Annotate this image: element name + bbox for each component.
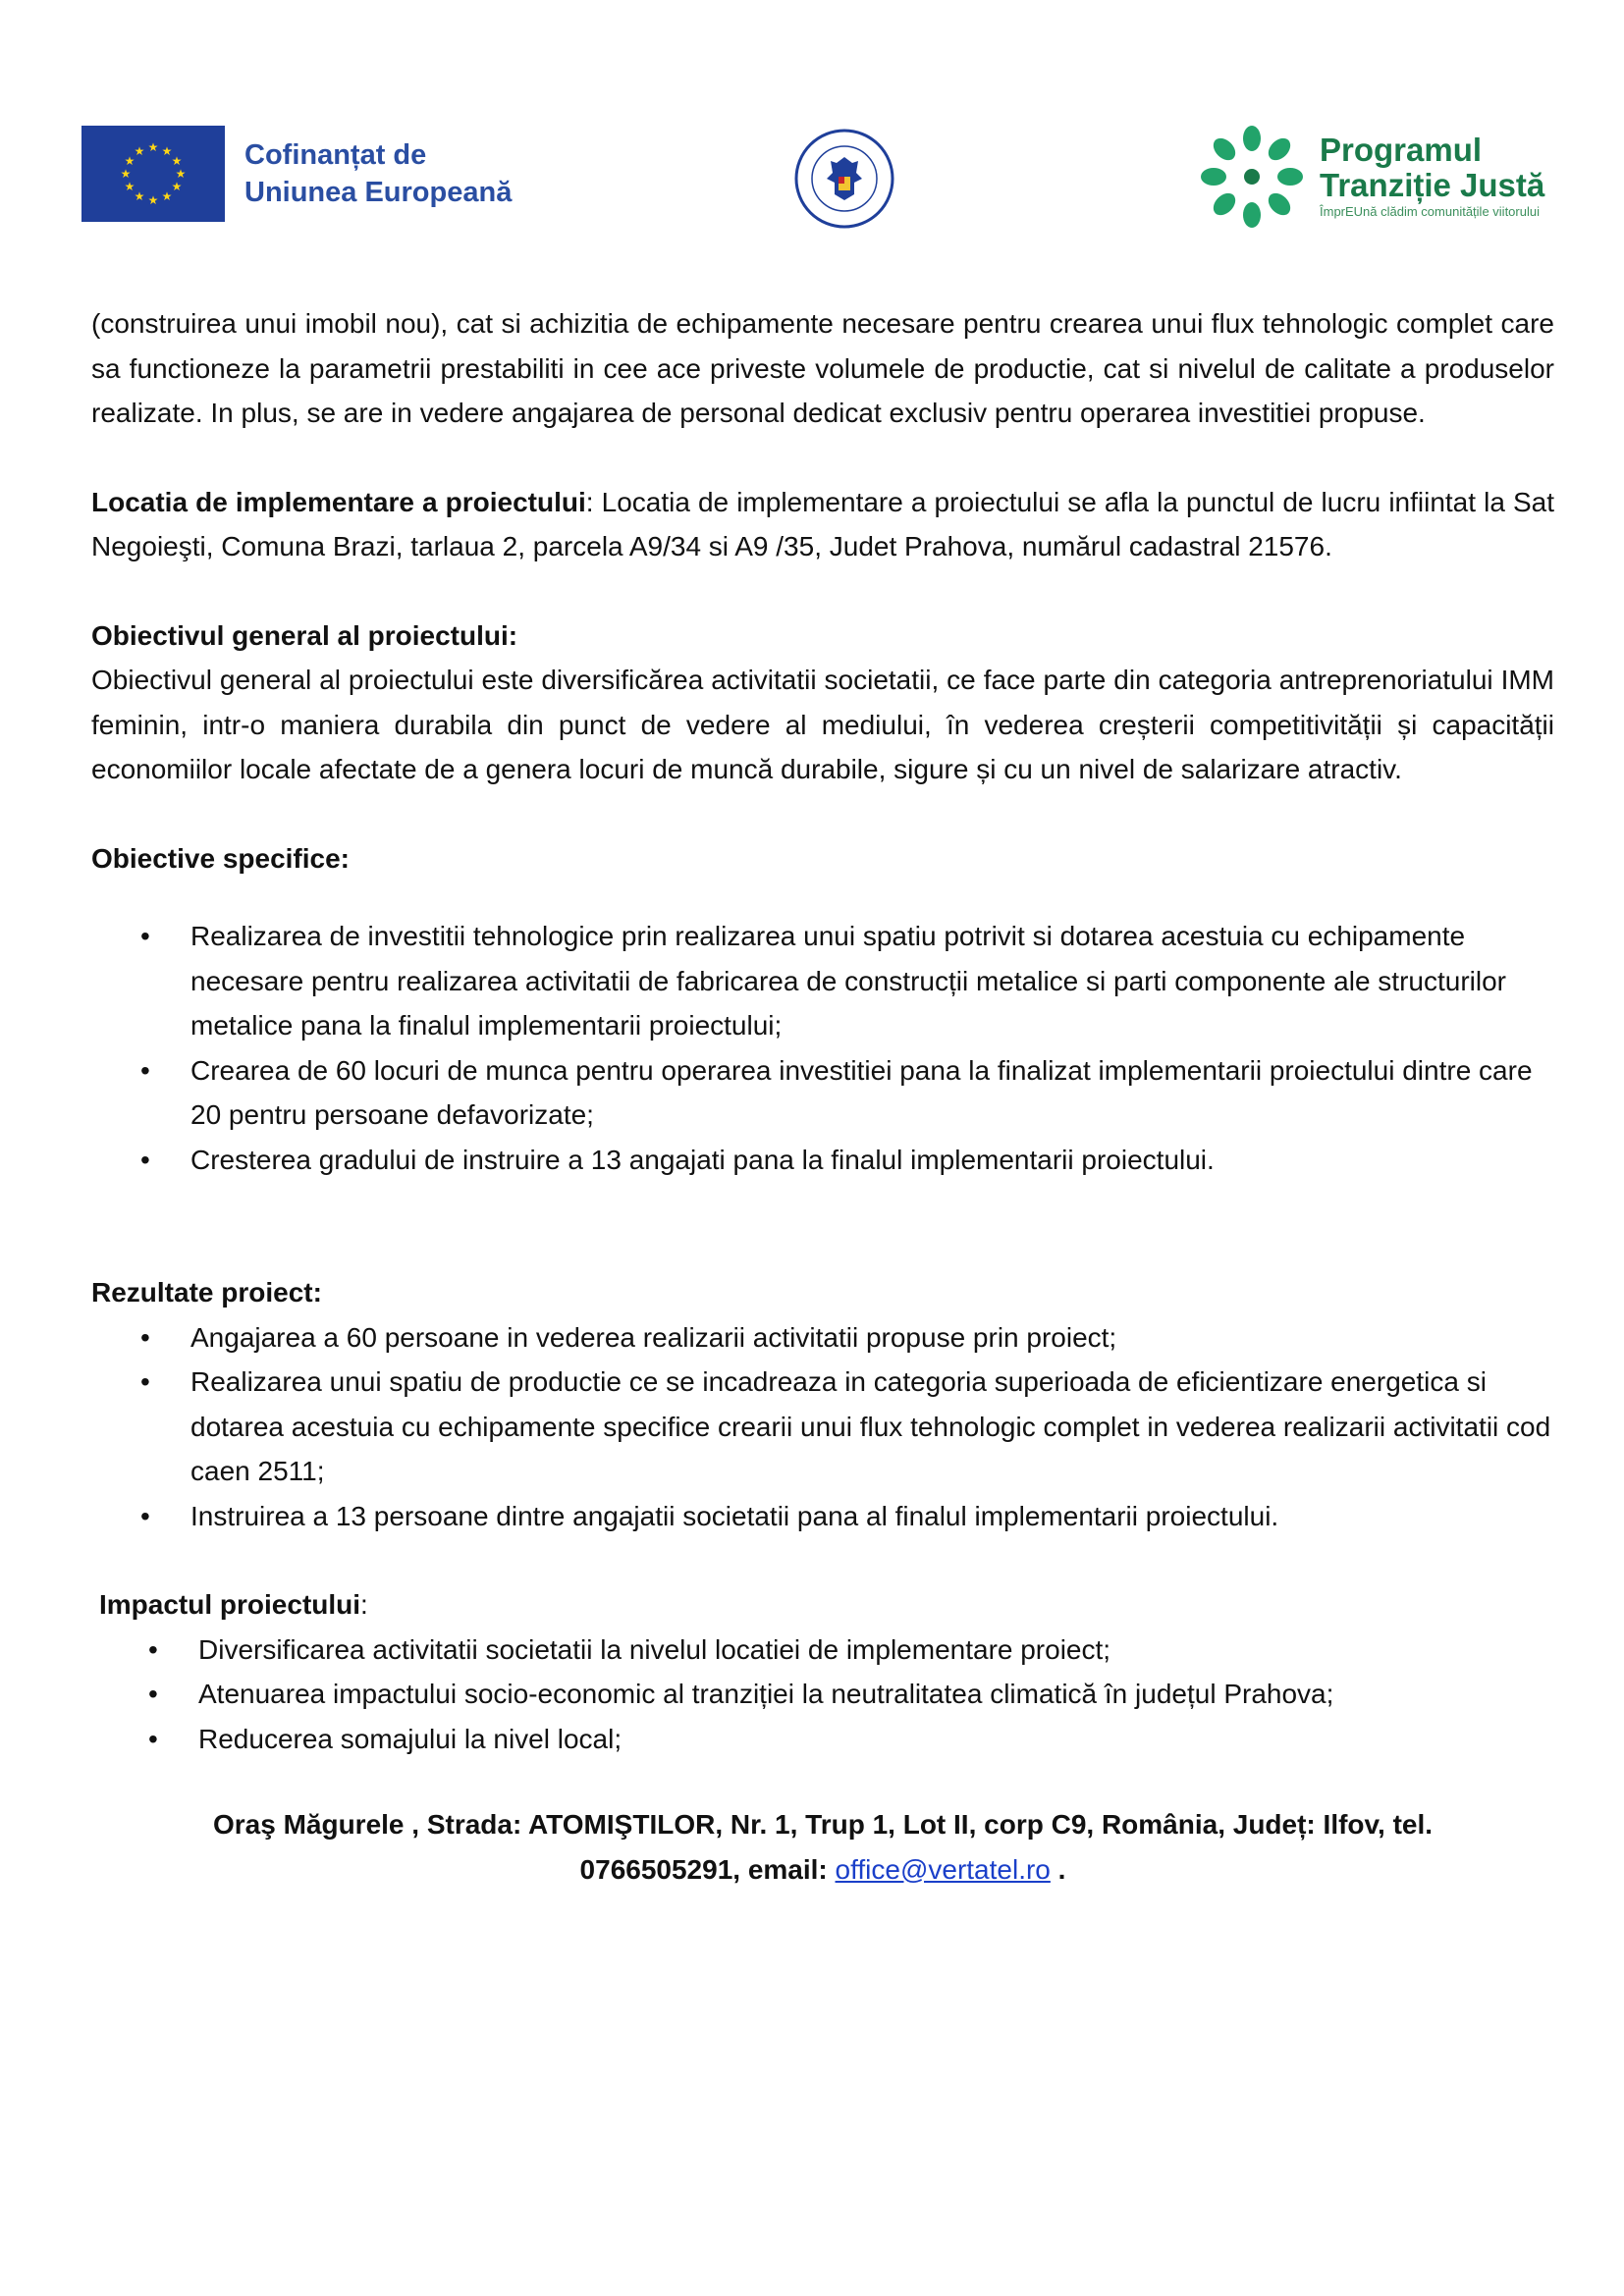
list-item: • Diversificarea activitatii societatii la nivelul locatiei de implementare proiect; xyxy=(91,1628,1554,1673)
footer-address: Oraş Măgurele , Strada: ATOMIŞTILOR, Nr. 1, Trup 1, Lot II, corp C9, România, Județ: Ilfov, tel. xyxy=(212,1809,1434,1840)
location-text: : Locatia de implementare a proiectului se afla la punctul de lucru infiintat la Sat Negoieşti, Comuna Brazi, tarlaua 2, parcela A9/34 si A9 /35, Judet Prahova, numărul cadastral 21576. xyxy=(91,486,1555,561)
results-list xyxy=(91,1315,1554,1539)
specific-objectives-list xyxy=(91,914,1554,1182)
svg-text:★: ★ xyxy=(161,189,173,203)
impact-colon: : xyxy=(360,1589,368,1620)
svg-text:★: ★ xyxy=(171,154,183,168)
location-paragraph xyxy=(91,480,1554,569)
list-item: • Instruirea a 13 persoane dintre angajatii societatii pana al finalul implementarii proiectului. xyxy=(91,1494,1554,1539)
footer-phone: 0766505291, email: xyxy=(579,1853,836,1885)
list-item: • Angajarea a 60 persoane in vederea realizarii activitatii propuse prin proiect; xyxy=(91,1315,1554,1361)
footer-end: . xyxy=(1050,1853,1066,1885)
ptj-tagline: ÎmprEUnă clădim comunitățile viitorului xyxy=(1320,204,1540,219)
eu-text-line2: Uniunea Europeană xyxy=(244,177,513,208)
intro-paragraph: (construirea unui imobil nou), cat si achizitia de echipamente necesare pentru crearea unui flux tehnologic complet care sa functioneze la parametrii prestabiliti in cee ace priveste volumele de productie, cat si nivelul de calitate a produselor realizate. In plus, se are in vedere angajarea de personal dedicat exclusiv pentru operarea investitiei propuse. xyxy=(91,308,1554,428)
romanian-government-seal-icon xyxy=(793,128,895,230)
svg-text:★: ★ xyxy=(124,154,135,168)
eu-cofinancing-logo xyxy=(81,126,512,222)
svg-text:★: ★ xyxy=(134,189,145,203)
svg-text:★: ★ xyxy=(161,144,173,158)
list-item: • Crearea de 60 locuri de munca pentru operarea investitiei pana la finalizat implementarii proiectului dintre care 20 pentru persoane defavorizate; xyxy=(91,1048,1554,1138)
ptj-text-line2: Tranziție Justă xyxy=(1320,167,1545,203)
svg-text:★: ★ xyxy=(147,193,159,207)
svg-text:★: ★ xyxy=(175,167,187,181)
impact-title: Impactul proiectului xyxy=(99,1589,361,1620)
impact-title-line xyxy=(99,1582,1554,1628)
ptj-leaf-icon xyxy=(1198,123,1306,231)
results-title: Rezultate proiect: xyxy=(91,1277,322,1308)
document-body xyxy=(91,301,1554,1892)
svg-text:★: ★ xyxy=(134,144,145,158)
specific-objectives-title: Obiective specifice: xyxy=(91,842,351,874)
location-label: Locatia de implementare a proiectului xyxy=(91,486,586,517)
svg-text:★: ★ xyxy=(120,167,132,181)
list-item: • Cresterea gradului de instruire a 13 angajati pana la finalul implementarii proiectului. xyxy=(91,1138,1554,1183)
email-link[interactable]: office@vertatel.ro xyxy=(835,1853,1051,1885)
list-item: • Atenuarea impactului socio-economic al tranziției la neutralitatea climatică în județul Prahova; xyxy=(91,1672,1554,1717)
list-item: • Realizarea de investitii tehnologice prin realizarea unui spatiu potrivit si dotarea acestuia cu echipamente necesare pentru realizarea activitatii de fabricarea de construcții metalice si parti componente ale structurilor metalice pana la finalul implementarii proiectului; xyxy=(91,914,1554,1048)
ptj-logo xyxy=(1198,123,1544,231)
general-objective-title: Obiectivul general al proiectului: xyxy=(91,619,518,651)
list-item: • Realizarea unui spatiu de productie ce se incadreaza in categoria superioada de eficientizare energetica si dotarea acestuia cu echipamente specifice crearii unui flux tehnologic complet in vederea realizarii activitatii cod caen 2511; xyxy=(91,1360,1554,1494)
list-item: • Reducerea somajului la nivel local; xyxy=(91,1717,1554,1762)
eu-flag-icon xyxy=(81,126,225,222)
svg-text:★: ★ xyxy=(147,140,159,154)
ptj-text-line1: Programul xyxy=(1320,132,1483,168)
svg-text:★: ★ xyxy=(124,180,135,193)
svg-text:★: ★ xyxy=(171,180,183,193)
footer-contact xyxy=(91,1847,1554,1893)
eu-text-line1: Cofinanțat de xyxy=(244,139,427,171)
impact-list xyxy=(91,1628,1554,1762)
general-objective-text: Obiectivul general al proiectului este diversificărea activitatii societatii, ce face parte din categoria antreprenoriatului IMM feminin, intr-o maniera durabila din punct de vedere al mediului, în vederea creșterii competitivității și capacității economiilor locale afectate de a genera locuri de muncă durabile, sigure și cu un nivel de salarizare atractiv. xyxy=(91,665,1554,784)
